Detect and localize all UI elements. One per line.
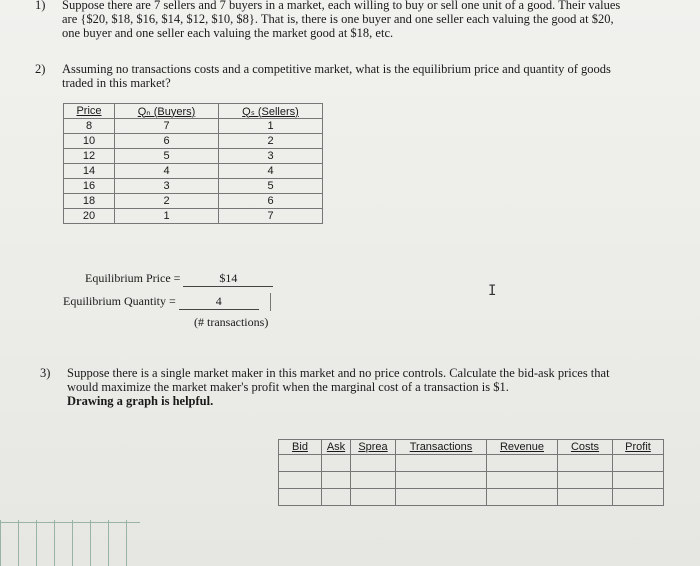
price-cell: 14 xyxy=(64,164,115,179)
header-quantity-sellers: Qₛ (Sellers) xyxy=(219,104,323,119)
question-1-text xyxy=(62,0,620,40)
table-row xyxy=(64,209,323,224)
grid-cell xyxy=(72,520,89,566)
answer-cell[interactable] xyxy=(279,489,322,506)
question-3-hint: Drawing a graph is helpful. xyxy=(67,394,214,408)
question-1-line: are {$20, $18, $16, $14, $12, $10, $8}. That is, there is one buyer and one seller each valuing the good at $20, xyxy=(62,12,614,26)
sellers-cell: 6 xyxy=(219,194,323,209)
answer-cell[interactable] xyxy=(396,489,487,506)
answer-cell[interactable] xyxy=(487,489,558,506)
answer-cell[interactable] xyxy=(487,455,558,472)
price-cell: 18 xyxy=(64,194,115,209)
table-header-row xyxy=(279,440,664,455)
sellers-cell: 7 xyxy=(219,209,323,224)
buyers-cell: 1 xyxy=(115,209,219,224)
buyers-cell: 4 xyxy=(115,164,219,179)
sellers-cell: 5 xyxy=(219,179,323,194)
market-maker-table xyxy=(278,439,664,506)
answer-cell[interactable] xyxy=(279,472,322,489)
answer-cell[interactable] xyxy=(322,455,351,472)
equilibrium-quantity-note: (# transactions) xyxy=(194,315,269,329)
header-costs: Costs xyxy=(558,440,613,455)
header-profit: Profit xyxy=(613,440,664,455)
grid-cell xyxy=(18,520,35,566)
table-row xyxy=(64,194,323,209)
price-cell: 8 xyxy=(64,119,115,134)
table-row xyxy=(64,179,323,194)
answer-cell[interactable] xyxy=(487,472,558,489)
answer-cell[interactable] xyxy=(396,455,487,472)
question-3-text xyxy=(67,366,610,408)
grid-cell xyxy=(126,520,143,566)
question-1 xyxy=(35,0,695,46)
price-cell: 10 xyxy=(64,134,115,149)
answer-cell[interactable] xyxy=(279,455,322,472)
table-row xyxy=(64,149,323,164)
header-revenue: Revenue xyxy=(487,440,558,455)
buyers-cell: 2 xyxy=(115,194,219,209)
sellers-cell: 1 xyxy=(219,119,323,134)
question-2-line: traded in this market? xyxy=(62,76,171,90)
header-spread: Sprea xyxy=(351,440,396,455)
question-2 xyxy=(35,62,695,94)
question-2-number: 2) xyxy=(35,62,46,76)
buyers-cell: 6 xyxy=(115,134,219,149)
question-3 xyxy=(40,366,690,412)
grid-cell xyxy=(108,520,125,566)
sellers-cell: 4 xyxy=(219,164,323,179)
answer-cell[interactable] xyxy=(351,455,396,472)
grid-cell xyxy=(36,520,53,566)
answer-cell[interactable] xyxy=(613,489,664,506)
sellers-cell: 2 xyxy=(219,134,323,149)
question-1-line: one buyer and one seller each valuing the market good at $18, etc. xyxy=(62,26,394,40)
grid-fragment xyxy=(0,520,140,566)
answer-cell[interactable] xyxy=(558,472,613,489)
answer-cell[interactable] xyxy=(613,455,664,472)
price-cell: 16 xyxy=(64,179,115,194)
question-2-text xyxy=(62,62,611,90)
price-cell: 20 xyxy=(64,209,115,224)
supply-demand-table xyxy=(63,103,323,224)
question-1-number: 1) xyxy=(35,0,46,12)
equilibrium-quantity-answer[interactable] xyxy=(179,294,259,310)
question-1-line: Suppose there are 7 sellers and 7 buyers in a market, each willing to buy or sell one unit of a good. Their values xyxy=(62,0,621,12)
equilibrium-quantity-row xyxy=(63,293,271,311)
buyers-cell: 5 xyxy=(115,149,219,164)
grid-cell xyxy=(0,520,17,566)
header-quantity-buyers: Qₙ (Buyers) xyxy=(115,104,219,119)
buyers-cell: 7 xyxy=(115,119,219,134)
header-price: Price xyxy=(64,104,115,119)
buyers-cell: 3 xyxy=(115,179,219,194)
equilibrium-quantity-value: 4 xyxy=(215,293,222,308)
equilibrium-price-label: Equilibrium Price = xyxy=(85,271,181,285)
table-row xyxy=(279,489,664,506)
table-row xyxy=(64,134,323,149)
question-3-line: would maximize the market maker's profit when the marginal cost of a transaction is $1. xyxy=(67,380,509,394)
sellers-cell: 3 xyxy=(219,149,323,164)
grid-cell xyxy=(90,520,107,566)
equilibrium-price-answer[interactable] xyxy=(183,271,273,287)
header-ask: Ask xyxy=(322,440,351,455)
equilibrium-quantity-label: Equilibrium Quantity = xyxy=(63,293,176,308)
table-row xyxy=(64,164,323,179)
equilibrium-price-value: $14 xyxy=(219,271,238,285)
question-3-number: 3) xyxy=(40,366,51,380)
answer-cell[interactable] xyxy=(396,472,487,489)
answer-cell[interactable] xyxy=(558,455,613,472)
question-2-line: Assuming no transactions costs and a competitive market, what is the equilibrium price and quantity of goods xyxy=(62,62,611,76)
table-row xyxy=(279,455,664,472)
text-cursor-icon: I xyxy=(488,283,497,299)
answer-cell[interactable] xyxy=(351,472,396,489)
table-row xyxy=(279,472,664,489)
question-3-line: Suppose there is a single market maker in this market and no price controls. Calculate the bid-ask prices that xyxy=(67,366,610,380)
answer-cell[interactable] xyxy=(322,489,351,506)
price-cell: 12 xyxy=(64,149,115,164)
answer-cell[interactable] xyxy=(322,472,351,489)
header-bid: Bid xyxy=(279,440,322,455)
table-row xyxy=(64,119,323,134)
table-header-row xyxy=(64,104,323,119)
divider xyxy=(270,293,271,311)
answer-cell[interactable] xyxy=(558,489,613,506)
equilibrium-price-row xyxy=(85,271,273,287)
answer-cell[interactable] xyxy=(351,489,396,506)
answer-cell[interactable] xyxy=(613,472,664,489)
header-transactions: Transactions xyxy=(396,440,487,455)
grid-cell xyxy=(54,520,71,566)
